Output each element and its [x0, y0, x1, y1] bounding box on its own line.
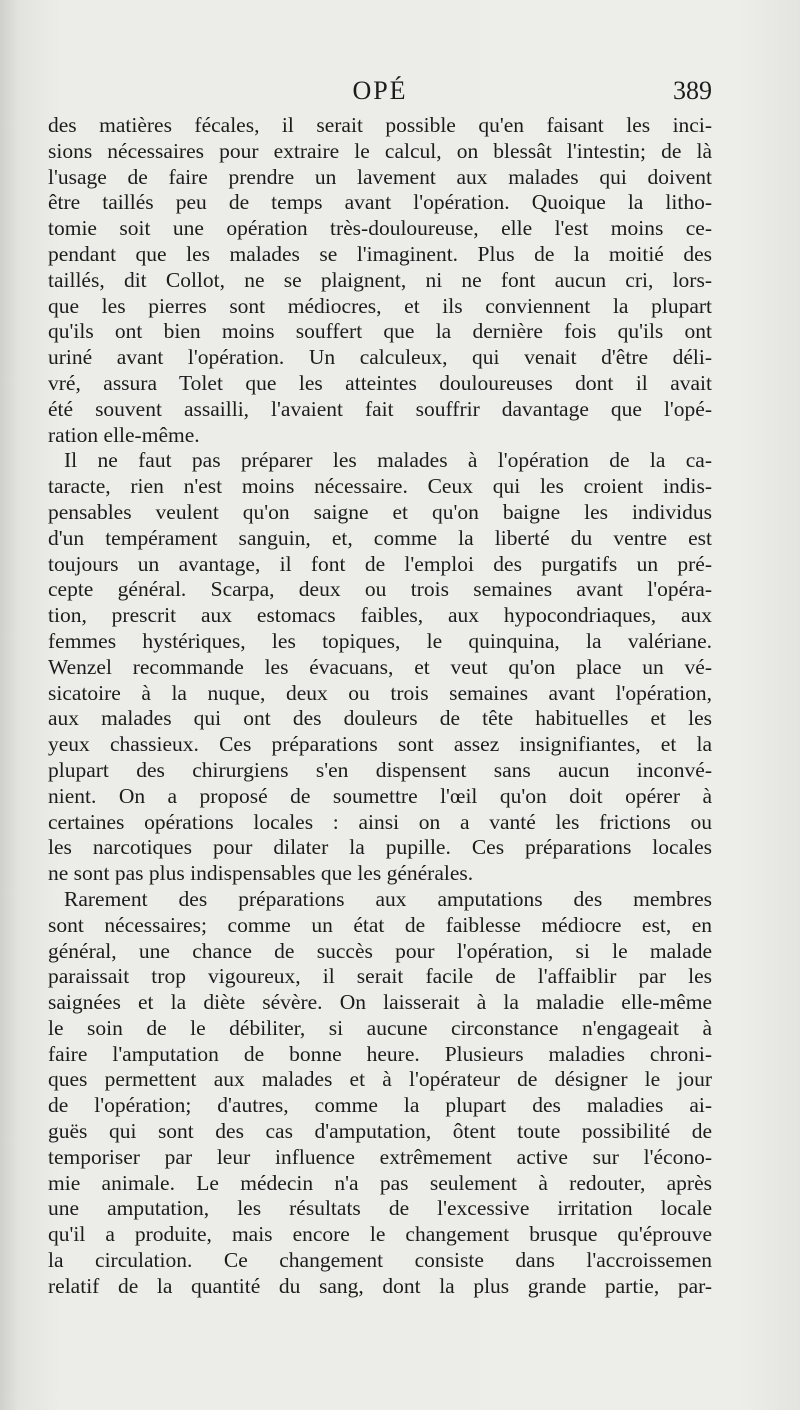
text-line: yeux chassieux. Ces préparations sont assez insignifiantes, et la — [48, 732, 712, 757]
text-line: d'un tempérament sanguin, et, comme la liberté du ventre est — [48, 525, 712, 550]
text-line: pendant que les malades se l'imaginent. Plus de la moitié des — [48, 241, 712, 266]
text-line: aux malades qui ont des douleurs de tête habituelles et les — [48, 706, 712, 731]
text-line: Il ne faut pas préparer les malades à l'opération de la ca- — [64, 448, 712, 473]
text-line: faire l'amputation de bonne heure. Plusieurs maladies chroni- — [48, 1041, 712, 1066]
text-line: paraissait trop vigoureux, il serait facile de l'affaiblir par les — [48, 964, 712, 989]
text-line: temporiser par leur influence extrêmement active sur l'écono- — [48, 1144, 712, 1169]
page-header — [48, 76, 712, 110]
text-line: le soin de le débiliter, si aucune circonstance n'engageait à — [48, 1015, 712, 1040]
paragraph — [48, 113, 712, 448]
text-line: pensables veulent qu'on saigne et qu'on baigne les individus — [48, 499, 712, 524]
text-line: toujours un avantage, il font de l'emploi des purgatifs un pré- — [48, 551, 712, 576]
text-line: plupart des chirurgiens s'en dispensent sans aucun inconvé- — [48, 757, 712, 782]
text-line: Wenzel recommande les évacuans, et veut qu'on place un vé- — [48, 654, 712, 679]
text-line: sicatoire à la nuque, deux ou trois semaines avant l'opération, — [48, 680, 712, 705]
text-line: cepte général. Scarpa, deux ou trois semaines avant l'opéra- — [48, 577, 712, 602]
text-line: nient. On a proposé de soumettre l'œil qu'on doit opérer à — [48, 783, 712, 808]
text-line: relatif de la quantité du sang, dont la plus grande partie, par- — [48, 1273, 712, 1298]
running-title: OPÉ — [352, 76, 408, 105]
text-line: tomie soit une opération très-douloureuse, elle l'est moins ce- — [48, 216, 712, 241]
body-text — [48, 113, 712, 1300]
text-line: guës qui sont des cas d'amputation, ôtent toute possibilité de — [48, 1119, 712, 1144]
text-line: une amputation, les résultats de l'excessive irritation locale — [48, 1196, 712, 1221]
page-number: 389 — [673, 76, 712, 105]
text-line: qu'il a produite, mais encore le changement brusque qu'éprouve — [48, 1222, 712, 1247]
paragraph — [48, 448, 712, 887]
text-line: ration elle-même. — [48, 422, 200, 447]
text-line: que les pierres sont médiocres, et ils conviennent la plupart — [48, 293, 712, 318]
text-line: vré, assura Tolet que les atteintes douloureuses dont il avait — [48, 370, 712, 395]
text-line: qu'ils ont bien moins souffert que la dernière fois qu'ils ont — [48, 319, 712, 344]
paragraph — [48, 887, 712, 1300]
text-line: certaines opérations locales : ainsi on a vanté les frictions ou — [48, 809, 712, 834]
text-line: sont nécessaires; comme un état de faiblesse médiocre est, en — [48, 912, 712, 937]
text-line: Rarement des préparations aux amputations des membres — [64, 886, 712, 911]
text-line: tion, prescrit aux estomacs faibles, aux hypocondriaques, aux — [48, 603, 712, 628]
text-line: général, une chance de succès pour l'opération, si le malade — [48, 938, 712, 963]
text-line: femmes hystériques, les topiques, le quinquina, la valériane. — [48, 628, 712, 653]
text-line: l'usage de faire prendre un lavement aux malades qui doivent — [48, 164, 712, 189]
text-line: être taillés peu de temps avant l'opération. Quoique la litho- — [48, 190, 712, 215]
text-line: saignées et la diète sévère. On laisserait à la maladie elle-même — [48, 990, 712, 1015]
text-line: taillés, dit Collot, ne se plaignent, ni ne font aucun cri, lors- — [48, 267, 712, 292]
text-line: taracte, rien n'est moins nécessaire. Ceux qui les croient indis- — [48, 474, 712, 499]
text-line: uriné avant l'opération. Un calculeux, qui venait d'être déli- — [48, 345, 712, 370]
text-line: ques permettent aux malades et à l'opérateur de désigner le jour — [48, 1067, 712, 1092]
text-line: été souvent assailli, l'avaient fait souffrir davantage que l'opé- — [48, 396, 712, 421]
text-line: de l'opération; d'autres, comme la plupart des maladies ai- — [48, 1093, 712, 1118]
text-line: sions nécessaires pour extraire le calcul, on blessât l'intestin; de là — [48, 138, 712, 163]
text-line: des matières fécales, il serait possible qu'en faisant les inci- — [48, 113, 712, 137]
text-line: les narcotiques pour dilater la pupille. Ces préparations locales — [48, 835, 712, 860]
text-line: la circulation. Ce changement consiste dans l'accroissemen — [48, 1248, 712, 1273]
text-line: ne sont pas plus indispensables que les générales. — [48, 861, 474, 886]
text-line: mie animale. Le médecin n'a pas seulement à redouter, après — [48, 1170, 712, 1195]
